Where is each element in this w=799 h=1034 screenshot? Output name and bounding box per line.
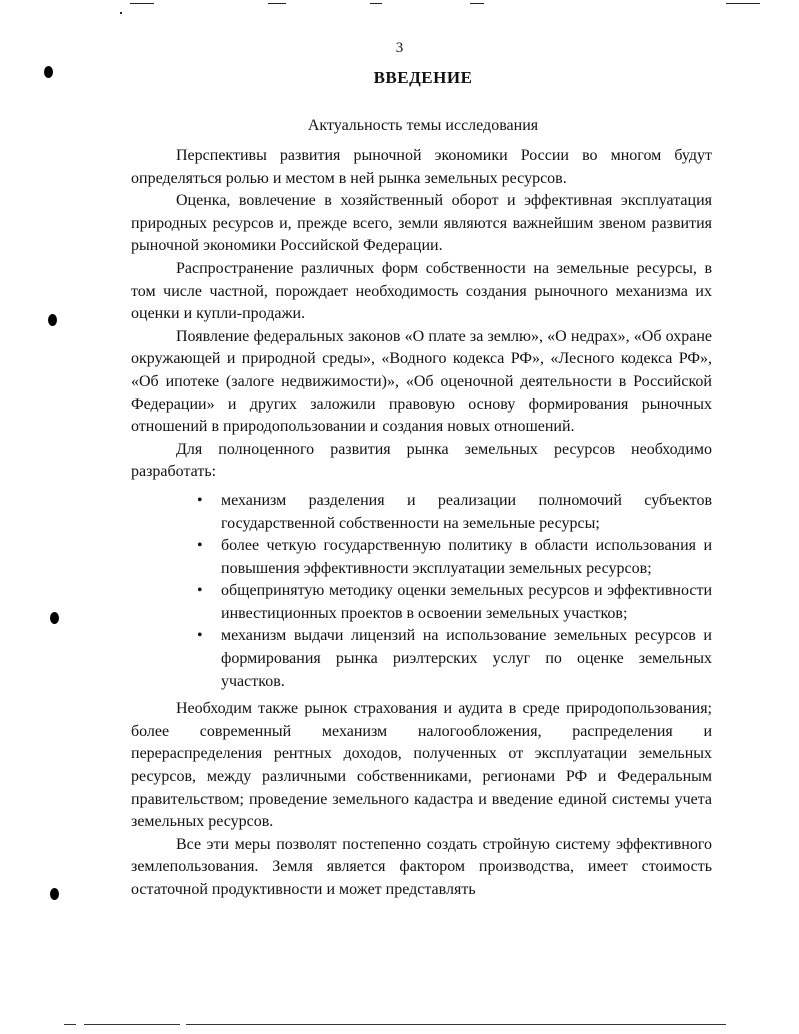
scan-edge-mark: [726, 3, 760, 4]
paragraph: Появление федеральных законов «О плате за землю», «О недрах», «Об охране окружающей и природной среды», «Водного кодекса РФ», «Лесного кодекса РФ», «Об ипотеке (залоге недвижимости)», «Об оценочной деятельности в Российской Федерации» и других заложили правовую основу формирования рыночных отношений в природопользовании и создания новых отношений.: [131, 327, 712, 436]
bullet-icon: •: [197, 627, 203, 645]
document-body: [131, 145, 712, 902]
bullet-icon: •: [197, 491, 203, 509]
bottom-edge-line: [84, 1024, 180, 1025]
paragraph: Распространение различных форм собственности на земельные ресурсы, в том числе частной, порождает необходимость создания рыночного механизма их оценки и купли-продажи.: [131, 259, 712, 323]
list-item-text: механизм разделения и реализации полномочий субъектов государственной собственности на земельные ресурсы;: [221, 491, 712, 532]
paragraph: Оценка, вовлечение в хозяйственный оборот и эффективная эксплуатация природных ресурсов и, прежде всего, земли являются важнейшим звеном развития рыночной экономики Российской Федерации.: [131, 192, 712, 255]
bottom-edge-line: [64, 1024, 76, 1025]
punch-hole-mark: [50, 612, 59, 624]
paragraph: Для полноценного развития рынка земельных ресурсов необходимо разработать:: [131, 440, 712, 481]
bullet-icon: •: [197, 537, 203, 555]
page-number: 3: [395, 40, 404, 56]
scan-dot: [120, 12, 122, 14]
paragraph: Все эти меры позволят постепенно создать стройную систему эффективного землепользования. Земля является фактором производства, имеет стоимость остаточной продуктивности и может представлять: [131, 835, 712, 898]
list-item: [131, 490, 712, 535]
list-item: [131, 535, 712, 580]
paragraph: Перспективы развития рыночной экономики России во многом будут определяться ролью и местом в ней рынка земельных ресурсов.: [131, 147, 712, 187]
bottom-edge-line: [186, 1024, 726, 1025]
scan-edge-mark: [470, 3, 484, 4]
section-subtitle: Актуальность темы исследования: [307, 117, 539, 134]
requirements-list: [131, 490, 712, 693]
scan-edge-mark: [268, 3, 286, 4]
list-item: [131, 625, 712, 693]
punch-hole-mark: [50, 888, 59, 900]
punch-hole-mark: [48, 314, 57, 326]
scan-edge-mark: [130, 3, 154, 4]
list-item-text: более четкую государственную политику в области использования и повышения эффективности эксплуатации земельных ресурсов;: [221, 537, 712, 577]
list-item: [131, 580, 712, 625]
page-title: ВВЕДЕНИЕ: [373, 68, 473, 87]
list-item-text: механизм выдачи лицензий на использование земельных ресурсов и формирования рынка риэлтерских услуг по оценке земельных участков.: [221, 627, 712, 690]
bullet-icon: •: [197, 582, 203, 600]
scan-edge-mark: [370, 3, 382, 4]
paragraph: Необходим также рынок страхования и аудита в среде природопользования; более современный механизм налогообложения, распределения и перераспределения рентных доходов, полученных от эксплуатации земельных ресурсов, между различными собственниками, регионами РФ и Федеральным правительством; проведение земельного кадастра и введение единой системы учета земельных ресурсов.: [131, 700, 712, 831]
list-item-text: общепринятую методику оценки земельных ресурсов и эффективности инвестиционных проектов в освоении земельных участков;: [221, 582, 712, 622]
